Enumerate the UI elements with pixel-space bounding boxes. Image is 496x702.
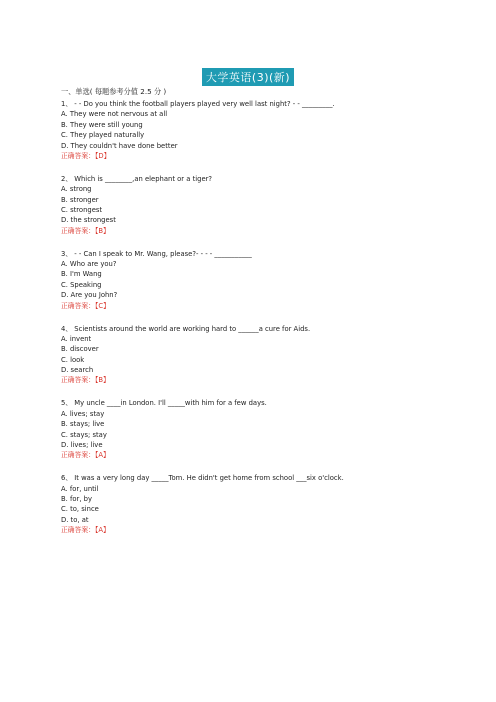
answer-option: D. They couldn't have done better: [61, 141, 178, 150]
answer-option: D. search: [61, 366, 94, 375]
correct-answer: [61, 525, 451, 535]
answer-value: 【B】: [94, 226, 110, 235]
answer-option: B. I'm Wang: [61, 270, 102, 279]
answer-option: C. Speaking: [61, 280, 102, 289]
correct-answer: [61, 450, 451, 460]
answer-value: 【A】: [94, 526, 110, 535]
answer-option: D. lives; live: [61, 440, 103, 449]
question-block: [61, 174, 451, 236]
question-stem: 5、 My uncle ____in London. I'll _____with him for a few days.: [61, 399, 267, 408]
question-stem: 3、 - - Can I speak to Mr. Wang, please?- - - - ___________: [61, 249, 252, 258]
correct-answer: [61, 226, 451, 236]
answer-option: C. strongest: [61, 206, 103, 215]
answer-label: 正确答案：: [61, 376, 95, 385]
question-block: [61, 99, 451, 161]
document-title: 大学英语(3)(新): [202, 68, 294, 86]
question-stem: 6、 It was a very long day _____Tom. He didn't get home from school ___six o'clock.: [61, 474, 344, 483]
correct-answer: [61, 375, 451, 385]
answer-label: 正确答案：: [61, 151, 95, 160]
answer-option: C. stays; stay: [61, 430, 107, 439]
answer-option: B. They were still young: [61, 120, 143, 129]
answer-option: B. stronger: [61, 195, 99, 204]
answer-label: 正确答案：: [61, 451, 95, 460]
answer-option: D. to, at: [61, 515, 89, 524]
question-block: [61, 398, 451, 460]
answer-option: C. look: [61, 355, 85, 364]
answer-option: C. to, since: [61, 505, 99, 514]
answer-option: A. for, until: [61, 484, 99, 493]
answer-option: C. They played naturally: [61, 131, 145, 140]
answer-option: A. They were not nervous at all: [61, 110, 168, 119]
answer-option: B. for, by: [61, 495, 92, 503]
answer-option: A. strong: [61, 185, 92, 194]
title-bar: [0, 66, 496, 86]
answer-value: 【A】: [94, 451, 110, 460]
correct-answer: [61, 301, 451, 311]
question-block: [61, 324, 451, 386]
answer-option: A. Who are you?: [61, 260, 117, 269]
answer-value: 【B】: [94, 376, 110, 385]
answer-option: D. Are you John?: [61, 291, 118, 300]
answer-option: D. the strongest: [61, 216, 116, 225]
answer-option: B. stays; live: [61, 420, 105, 429]
question-block: [61, 249, 451, 311]
section-heading: 一、单选( 每题参考分值 2.5 分 ): [61, 87, 167, 96]
correct-answer: [61, 151, 451, 161]
question-stem: 1、 - - Do you think the football players played very well last night? - - _________.: [61, 100, 335, 108]
answer-option: B. discover: [61, 345, 99, 354]
answer-label: 正确答案：: [61, 226, 95, 235]
answer-option: A. lives; stay: [61, 409, 105, 418]
answer-value: 【D】: [94, 151, 111, 160]
answer-option: A. invent: [61, 334, 92, 343]
question-block: [61, 473, 451, 535]
answer-label: 正确答案：: [61, 301, 95, 310]
answer-label: 正确答案：: [61, 526, 95, 535]
question-stem: 4、 Scientists around the world are working hard to ______a cure for Aids.: [61, 324, 311, 333]
answer-value: 【C】: [94, 301, 110, 310]
question-list: [61, 99, 451, 548]
question-stem: 2、 Which is ________,an elephant or a tiger?: [61, 174, 213, 183]
